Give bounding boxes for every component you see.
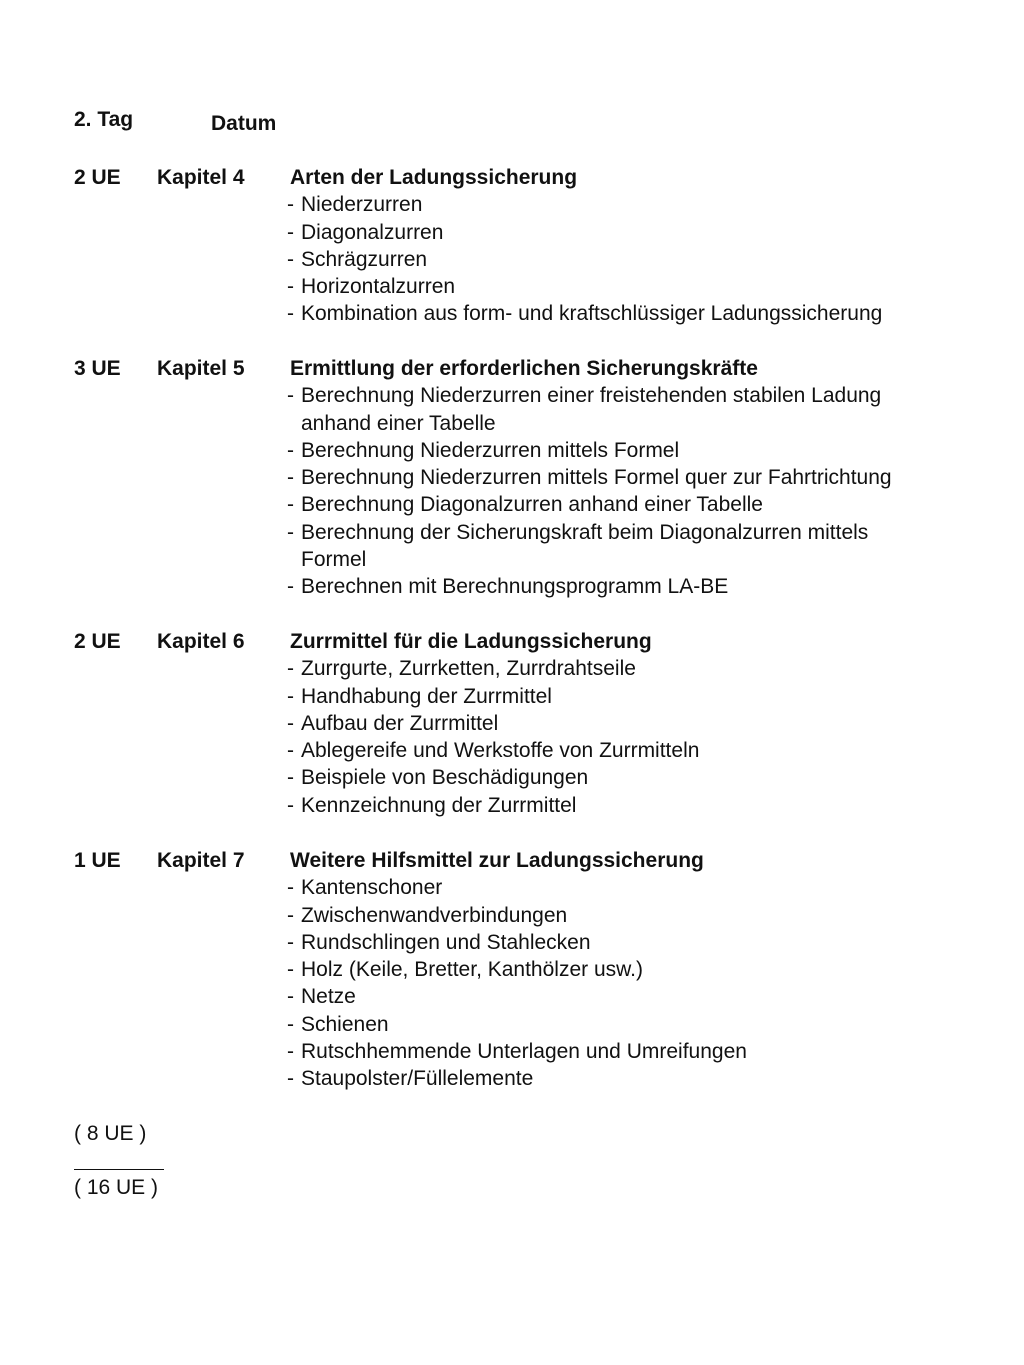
list-item [287, 1011, 987, 1038]
bullet-dash: - [287, 958, 294, 982]
list-item-line: Diagonalzurren [301, 220, 444, 244]
list-item-line: Kennzeichnung der Zurrmittel [301, 793, 577, 817]
list-item-text [301, 874, 442, 901]
list-item-text [301, 437, 679, 464]
list-item-text [301, 1038, 747, 1065]
bullet-dash: - [287, 930, 294, 954]
list-item-text [301, 273, 455, 300]
list-item-text [301, 929, 591, 956]
list-item-text [301, 902, 567, 929]
list-item-text [301, 983, 356, 1010]
bullet-dash: - [287, 985, 294, 1009]
list-item-text [301, 300, 882, 327]
list-item-line: Beispiele von Beschädigungen [301, 766, 589, 790]
list-item [287, 519, 987, 574]
list-item [287, 683, 987, 710]
ue-count: 1 UE [74, 849, 121, 872]
chapter-content [287, 847, 987, 1093]
list-item-line: Berechnen mit Berechnungsprogramm LA-BE [301, 575, 729, 599]
list-item [287, 874, 987, 901]
list-item-line: Staupolster/Füllelemente [301, 1067, 534, 1091]
bullet-dash: - [287, 302, 294, 326]
chapter-number: Kapitel 6 [157, 630, 245, 653]
list-item-text [301, 382, 881, 437]
list-item [287, 1038, 987, 1065]
bullet-dash: - [287, 1067, 294, 1091]
bullet-dash: - [287, 493, 294, 517]
list-item-line: Zurrgurte, Zurrketten, Zurrdrahtseile [301, 657, 636, 681]
bullet-dash: - [287, 1040, 294, 1064]
list-item-text [301, 519, 868, 574]
bullet-dash: - [287, 766, 294, 790]
list-item [287, 792, 987, 819]
day-label: 2. Tag [74, 108, 134, 131]
list-item-text [301, 764, 588, 791]
list-item-line: Formel [301, 548, 367, 572]
bullet-dash: - [287, 575, 294, 599]
list-item [287, 491, 987, 518]
list-item-line: Zwischenwandverbindungen [301, 903, 568, 927]
list-item [287, 710, 987, 737]
list-item-text [301, 956, 643, 983]
list-item-text [301, 737, 699, 764]
list-item-line: Niederzurren [301, 193, 423, 217]
list-item-line: Kombination aus form- und kraftschlüssiger Ladungssicherung [301, 302, 883, 326]
list-item-text [301, 710, 498, 737]
list-item [287, 191, 987, 218]
list-item-text [301, 191, 422, 218]
bullet-dash: - [287, 793, 294, 817]
list-item-line: Berechnung Niederzurren mittels Formel quer zur Fahrtrichtung [301, 466, 892, 490]
chapter-content [287, 164, 987, 328]
list-item [287, 573, 987, 600]
bullet-dash: - [287, 1012, 294, 1036]
ue-count: 2 UE [74, 166, 121, 189]
chapter-number: Kapitel 5 [157, 357, 245, 380]
list-item-text [301, 573, 728, 600]
list-item-text [301, 683, 552, 710]
bullet-dash: - [287, 739, 294, 763]
list-item [287, 737, 987, 764]
list-item-line: Schrägzurren [301, 247, 428, 271]
list-item-line: Berechnung Niederzurren einer freistehenden stabilen Ladung [301, 384, 882, 408]
list-item [287, 382, 987, 437]
list-item-text [301, 491, 763, 518]
bullet-dash: - [287, 466, 294, 490]
chapter-title: Ermittlung der erforderlichen Sicherungskräfte [290, 357, 758, 380]
list-item-line: Berechnung der Sicherungskraft beim Diagonalzurren mittels [301, 520, 869, 544]
list-item-text [301, 1065, 533, 1092]
bullet-dash: - [287, 903, 294, 927]
list-item-line: Berechnung Diagonalzurren anhand einer Tabelle [301, 493, 763, 517]
list-item [287, 983, 987, 1010]
bullet-dash: - [287, 438, 294, 462]
bullet-dash: - [287, 520, 294, 544]
grand-total: ( 16 UE ) [74, 1176, 159, 1199]
list-item [287, 902, 987, 929]
bullet-dash: - [287, 876, 294, 900]
list-item-line: Ablegereife und Werkstoffe von Zurrmitteln [301, 739, 700, 763]
list-item-text [301, 219, 443, 246]
list-item [287, 219, 987, 246]
ue-count: 2 UE [74, 630, 121, 653]
list-item [287, 464, 987, 491]
chapter-number: Kapitel 4 [157, 166, 245, 189]
list-item [287, 273, 987, 300]
list-item [287, 655, 987, 682]
list-item [287, 956, 987, 983]
total-rule [74, 1169, 164, 1170]
list-item [287, 300, 987, 327]
chapter-title: Zurrmittel für die Ladungssicherung [290, 630, 652, 653]
list-item [287, 764, 987, 791]
list-item-text [301, 464, 892, 491]
list-item-text [301, 655, 636, 682]
bullet-dash: - [287, 247, 294, 271]
chapter-title: Weitere Hilfsmittel zur Ladungssicherung [290, 849, 704, 872]
list-item-text [301, 1011, 389, 1038]
list-item-text [301, 792, 576, 819]
list-item-line: Handhabung der Zurrmittel [301, 684, 552, 708]
list-item-line: Aufbau der Zurrmittel [301, 711, 499, 735]
bullet-dash: - [287, 384, 294, 408]
list-item-line: anhand einer Tabelle [301, 411, 496, 435]
list-item-line: Kantenschoner [301, 876, 443, 900]
bullet-dash: - [287, 193, 294, 217]
chapter-number: Kapitel 7 [157, 849, 245, 872]
bullet-dash: - [287, 275, 294, 299]
bullet-dash: - [287, 711, 294, 735]
list-item-line: Berechnung Niederzurren mittels Formel [301, 438, 680, 462]
list-item-line: Netze [301, 985, 356, 1009]
list-item-line: Rutschhemmende Unterlagen und Umreifungen [301, 1040, 747, 1064]
chapter-title: Arten der Ladungssicherung [290, 166, 578, 189]
list-item [287, 1065, 987, 1092]
list-item [287, 246, 987, 273]
list-item-line: Horizontalzurren [301, 275, 456, 299]
chapter-content [287, 355, 987, 601]
bullet-dash: - [287, 657, 294, 681]
bullet-dash: - [287, 220, 294, 244]
ue-count: 3 UE [74, 357, 121, 380]
bullet-dash: - [287, 684, 294, 708]
list-item-line: Rundschlingen und Stahlecken [301, 930, 591, 954]
date-label: Datum [211, 112, 277, 135]
day-total: ( 8 UE ) [74, 1122, 147, 1145]
list-item-text [301, 246, 427, 273]
list-item [287, 437, 987, 464]
chapter-content [287, 628, 987, 819]
list-item [287, 929, 987, 956]
list-item-line: Schienen [301, 1012, 389, 1036]
list-item-line: Holz (Keile, Bretter, Kanthölzer usw.) [301, 958, 643, 982]
